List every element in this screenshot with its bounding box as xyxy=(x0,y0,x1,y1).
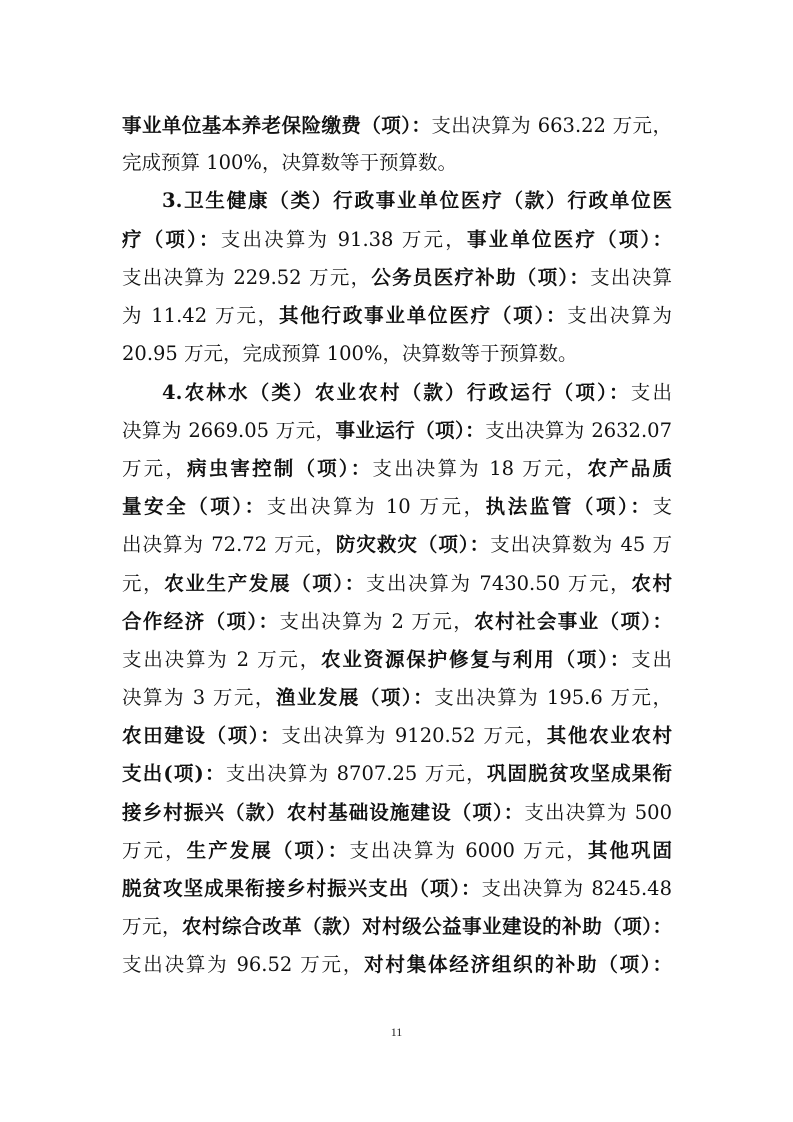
text-line xyxy=(122,909,672,945)
text-run: 支出决算为 663.22 万元， xyxy=(431,114,672,137)
text-line xyxy=(122,871,672,907)
text-run: 支出 xyxy=(631,648,672,671)
text-run: 支出决算为 2632.07 xyxy=(485,419,672,442)
text-line xyxy=(122,222,672,258)
text-line xyxy=(122,833,672,869)
text-run: 完成预算 100%，决算数等于预算数。 xyxy=(122,151,457,174)
bold-text-run: 合作经济（项）： xyxy=(122,610,280,633)
text-line xyxy=(122,145,672,181)
text-run: 支出决算为 18 万元， xyxy=(372,457,588,480)
bold-text-run: 事业单位医疗（项）： xyxy=(466,228,672,251)
text-run: 万元， xyxy=(122,915,183,938)
bold-text-run: 其他农业农村 xyxy=(546,724,672,747)
text-line xyxy=(122,718,672,754)
text-run: 决算为 2669.05 万元， xyxy=(122,419,336,442)
text-line xyxy=(122,298,672,334)
bold-text-run: 其他巩固 xyxy=(587,839,672,862)
bold-text-run: 农业资源保护修复与利用（项）： xyxy=(321,648,632,671)
bold-text-run: 生产发展（项）： xyxy=(186,839,350,862)
text-line xyxy=(122,413,672,449)
text-run: 万元， xyxy=(122,839,187,862)
text-line xyxy=(122,795,672,831)
text-run: 支出决算为 2 万元， xyxy=(122,648,322,671)
text-line xyxy=(122,260,672,296)
text-run: 支出决算为 6000 万元， xyxy=(349,839,588,862)
text-run: 为 11.42 万元， xyxy=(122,304,279,327)
page-number: 11 xyxy=(390,1025,403,1039)
bold-text-run: 接乡村振兴（款）农村基础设施建设（项）： xyxy=(122,801,525,824)
bold-text-run: 农产品质 xyxy=(587,457,672,480)
text-run: 支出决算为 10 万元， xyxy=(266,495,486,518)
text-run: 支出决算为 96.52 万元， xyxy=(122,953,365,976)
bold-text-run: 农业生产发展（项）： xyxy=(164,572,366,595)
bold-text-run: 农村 xyxy=(631,572,672,595)
bold-text-run: 量安全（项）： xyxy=(122,495,267,518)
text-line xyxy=(122,947,672,983)
bold-text-run: 3.卫生健康（类）行政事业单位医疗（款）行政单位医 xyxy=(162,189,672,212)
text-run: 出决算为 72.72 万元， xyxy=(122,533,336,556)
text-run: 支出决算为 195.6 万元， xyxy=(434,686,672,709)
text-line xyxy=(122,527,672,563)
text-line xyxy=(162,375,672,411)
text-line xyxy=(122,566,672,602)
bold-text-run: 农田建设（项）： xyxy=(122,724,282,747)
text-run: 支出决算为 91.38 万元， xyxy=(220,228,467,251)
text-run: 支 xyxy=(652,495,672,518)
bold-text-run: 事业运行（项）： xyxy=(335,419,486,442)
bold-text-run: 疗（项）： xyxy=(122,228,221,251)
text-line xyxy=(122,489,672,525)
bold-text-run: 农村综合改革（款）对村级公益事业建设的补助（项）： xyxy=(182,915,672,938)
text-line xyxy=(122,756,672,792)
text-run: 万元， xyxy=(122,457,188,480)
text-run: 支出 xyxy=(630,381,672,404)
bold-text-run: 农村社会事业（项）： xyxy=(474,610,672,633)
text-run: 决算为 3 万元， xyxy=(122,686,276,709)
bold-text-run: 防灾救灾（项）： xyxy=(335,533,491,556)
bold-text-run: 其他行政事业单位医疗（项）： xyxy=(278,304,568,327)
bold-text-run: 事业单位基本养老保险缴费（项）： xyxy=(122,114,432,137)
text-run: 支出决算为 xyxy=(567,304,672,327)
bold-text-run: 对村集体经济组织的补助（项）： xyxy=(364,953,672,976)
text-line xyxy=(122,451,672,487)
bold-text-run: 病虫害控制（项）： xyxy=(187,457,373,480)
bold-text-run: 执法监管（项）： xyxy=(485,495,653,518)
text-run: 支出决算为 229.52 万元， xyxy=(122,266,372,289)
bold-text-run: 渔业发展（项）： xyxy=(275,686,435,709)
text-run: 支出决算为 8707.25 万元， xyxy=(225,762,487,785)
text-run: 支出决算为 8245.48 xyxy=(481,877,672,900)
text-run: 支出决算为 500 xyxy=(524,801,672,824)
bold-text-run: 支出(项)： xyxy=(122,762,226,785)
bold-text-run: 脱贫攻坚成果衔接乡村振兴支出（项）： xyxy=(122,877,482,900)
text-line xyxy=(162,183,672,219)
bold-text-run: 4.农林水（类）农业农村（款）行政运行（项）： xyxy=(162,381,631,404)
text-run: 支出决算为 7430.50 万元， xyxy=(365,572,632,595)
text-run: 支出决算为 2 万元， xyxy=(279,610,475,633)
text-line xyxy=(122,680,672,716)
text-run: 元， xyxy=(122,572,165,595)
text-line xyxy=(122,642,672,678)
text-run: 支出决算为 9120.52 万元， xyxy=(281,724,547,747)
text-line xyxy=(122,604,672,640)
text-run: 支出决算数为 45 万 xyxy=(490,533,672,556)
text-run: 20.95 万元，完成预算 100%，决算数等于预算数。 xyxy=(122,342,578,365)
bold-text-run: 公务员医疗补助（项）： xyxy=(371,266,591,289)
bold-text-run: 巩固脱贫攻坚成果衔 xyxy=(486,762,672,785)
text-run: 支出决算 xyxy=(590,266,672,289)
text-line xyxy=(122,336,672,372)
text-line xyxy=(122,108,672,144)
